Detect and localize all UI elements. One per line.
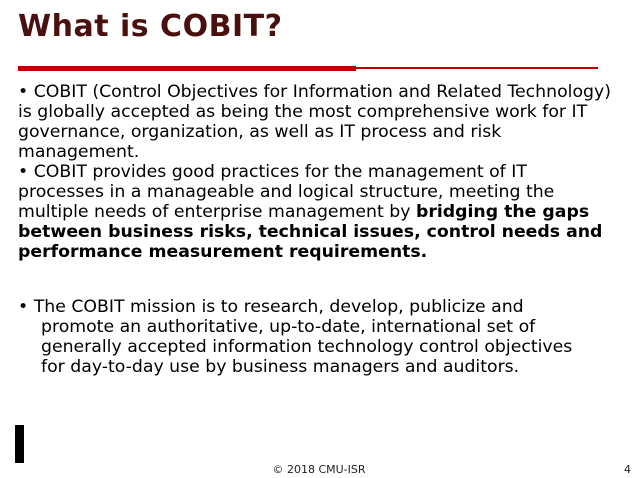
bullet-1-text: COBIT (Control Objectives for Information and Related Technology) is globally accepted as being the most comprehensive work for IT governance, organization, as well as IT process and risk management. [18, 82, 611, 162]
bullet-1 [18, 82, 618, 162]
bullet-2-glyph: • [18, 162, 29, 182]
bullet-2 [18, 162, 618, 262]
bullet-2-text: COBIT provides good practices for the management of IT processes in a manageable and logical structure, meeting the multiple needs of enterprise management by [18, 162, 555, 222]
decorative-side-bar [15, 425, 24, 463]
title-underline-thick [18, 66, 356, 71]
bullet-3 [18, 297, 581, 377]
bullet-3-text: The COBIT mission is to research, develop, publicize and promote an authoritative, up-to-date, international set of generally accepted information technology control objectives for day-to-day use by business managers and auditors. [33, 297, 573, 377]
slide-title: What is COBIT? [18, 9, 283, 44]
bullet-2-bold-text: bridging the gaps between business risks, technical issues, control needs and performance measurement requirements. [18, 202, 603, 262]
title-underline-thin [356, 67, 598, 69]
footer-copyright: © 2018 CMU-ISR [272, 463, 366, 476]
bullet-1-glyph: • [18, 82, 29, 102]
page-number: 4 [624, 463, 631, 476]
bullet-3-glyph: • [18, 297, 29, 317]
